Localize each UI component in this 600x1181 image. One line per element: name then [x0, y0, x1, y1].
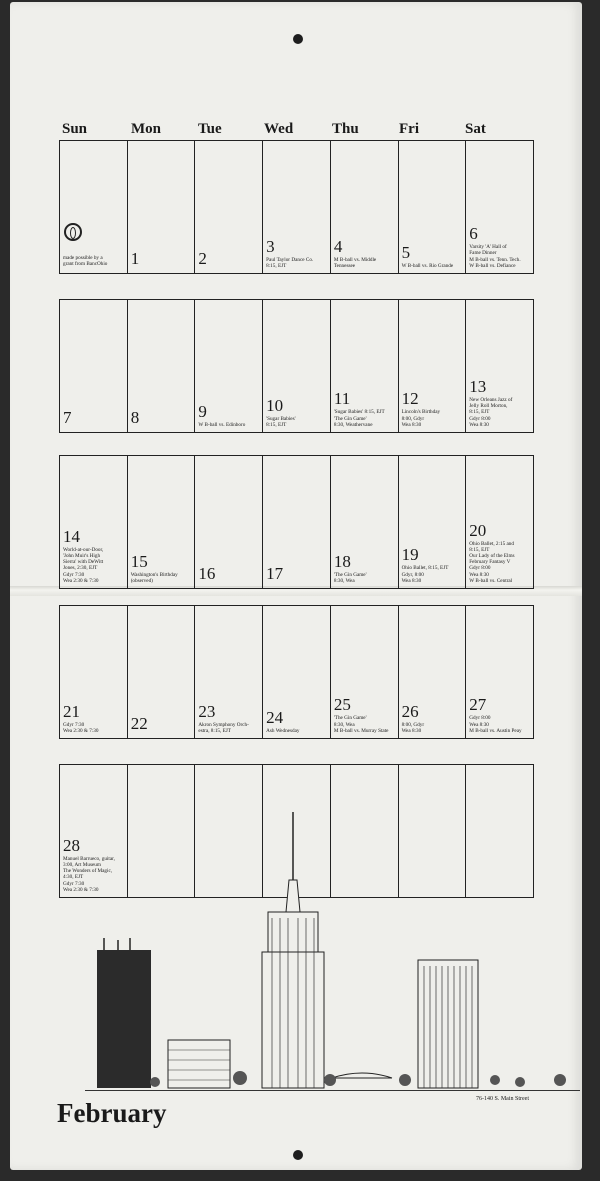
day-number: 25: [333, 695, 351, 715]
day-number: 13: [469, 377, 487, 396]
day-number: 15: [130, 551, 148, 571]
day-number: 2: [198, 249, 207, 268]
sponsor-credit: made possible by a grant from BancOhio: [63, 255, 108, 268]
day-number: 28: [63, 835, 80, 855]
day-events: 'The Gin Game' 8:30, Wea M B-ball vs. Murray State: [333, 715, 389, 734]
day-number: 10: [266, 395, 284, 415]
day-number: 20: [469, 520, 487, 540]
weekday-header: Mon: [131, 121, 161, 137]
day-number: 22: [130, 714, 148, 733]
weekday-header: Sun: [62, 121, 88, 137]
day-number: 14: [63, 526, 80, 546]
illustration-caption: 76-140 S. Main Street: [476, 1096, 529, 1102]
day-number: 3: [266, 236, 275, 256]
day-number: 4: [333, 236, 343, 256]
weekday-header: Tue: [198, 121, 222, 137]
day-number: 9: [198, 401, 207, 421]
day-events: Washington's Birthday (observed): [130, 571, 178, 584]
day-number: 26: [401, 701, 419, 721]
day-events: 'Sugar Babies' 8:15, EJT: [266, 415, 296, 428]
day-events: Gdyr 8:00 Wea 8:30 M B-ball vs. Austin Peay: [469, 715, 522, 734]
day-number: 5: [401, 242, 411, 262]
day-events: W B-ball vs. Edinboro: [198, 421, 246, 428]
day-number: 8: [130, 408, 140, 427]
day-events: Akron Symphony Orch- estra, 8:15, EJT: [198, 721, 249, 734]
day-number: 24: [266, 707, 284, 727]
weekday-header: Sat: [465, 121, 486, 137]
day-events: Ohio Ballet, 8:15, EJT Gdyr, 8:00 Wea 8:30: [401, 565, 449, 584]
day-number: 11: [333, 389, 351, 409]
day-events: 8:00, Gdyr Wea 8:30: [401, 721, 425, 734]
day-number: 16: [198, 564, 216, 583]
day-number: 17: [266, 564, 284, 583]
day-events: World-at-our-Door, 'John Muir's High Sierra' with DeWitt Jones, 2:30, EJT Gdyr 7:30 Wea 2:30 & 7:30: [63, 546, 104, 584]
weekday-header: Fri: [399, 121, 419, 137]
weekday-header: Thu: [332, 121, 359, 137]
day-events: W B-ball vs. Rio Grande: [401, 262, 454, 269]
weekday-header: Wed: [264, 121, 294, 137]
day-number: 6: [469, 224, 478, 244]
day-events: Gdyr 7:30 Wea 2:30 & 7:30: [63, 721, 99, 734]
day-number: 12: [401, 389, 419, 409]
day-number: 18: [333, 551, 351, 571]
day-number: 21: [63, 701, 80, 721]
day-events: Lincoln's Birthday 8:00, Gdyr Wea 8:30: [401, 409, 441, 428]
day-number: 27: [469, 695, 487, 715]
day-number: 7: [63, 408, 72, 427]
month-title: February: [57, 1098, 167, 1128]
day-number: 19: [401, 545, 419, 565]
day-events: M B-ball vs. Middle Tennessee: [333, 256, 377, 269]
day-events: Ohio Ballet, 2:15 and 8:15, EJT Our Lady of the Elms February Fantasy V Gdyr 8:00 Wea 8:30 W B-ball vs. Central: [469, 540, 515, 584]
day-number: 1: [130, 249, 140, 268]
day-events: Varsity 'A' Hall of Fame Dinner M B-ball vs. Tenn. Tech. W B-ball vs. Defiance: [469, 244, 521, 269]
day-number: 23: [198, 701, 216, 721]
day-events: Manuel Barrueco, guitar, 3:00, Art Museum The Wonders of Magic, 4:30, EJT Gdyr 7:30 Wea 2:30 & 7:30: [63, 855, 115, 893]
day-events: 'The Gin Game' 8:30, Wea: [333, 571, 367, 584]
day-events: New Orleans Jazz of Jelly Roll Morton, 8:15, EJT Gdyr 8:00 Wea 8:30: [469, 397, 513, 428]
day-events: Ash Wednesday: [266, 727, 300, 734]
day-events: Paul Taylor Dance Co. 8:15, EJT: [266, 256, 314, 269]
day-events: 'Sugar Babies' 8:15, EJT 'The Gin Game' 8:30, Weathervane: [333, 409, 385, 428]
